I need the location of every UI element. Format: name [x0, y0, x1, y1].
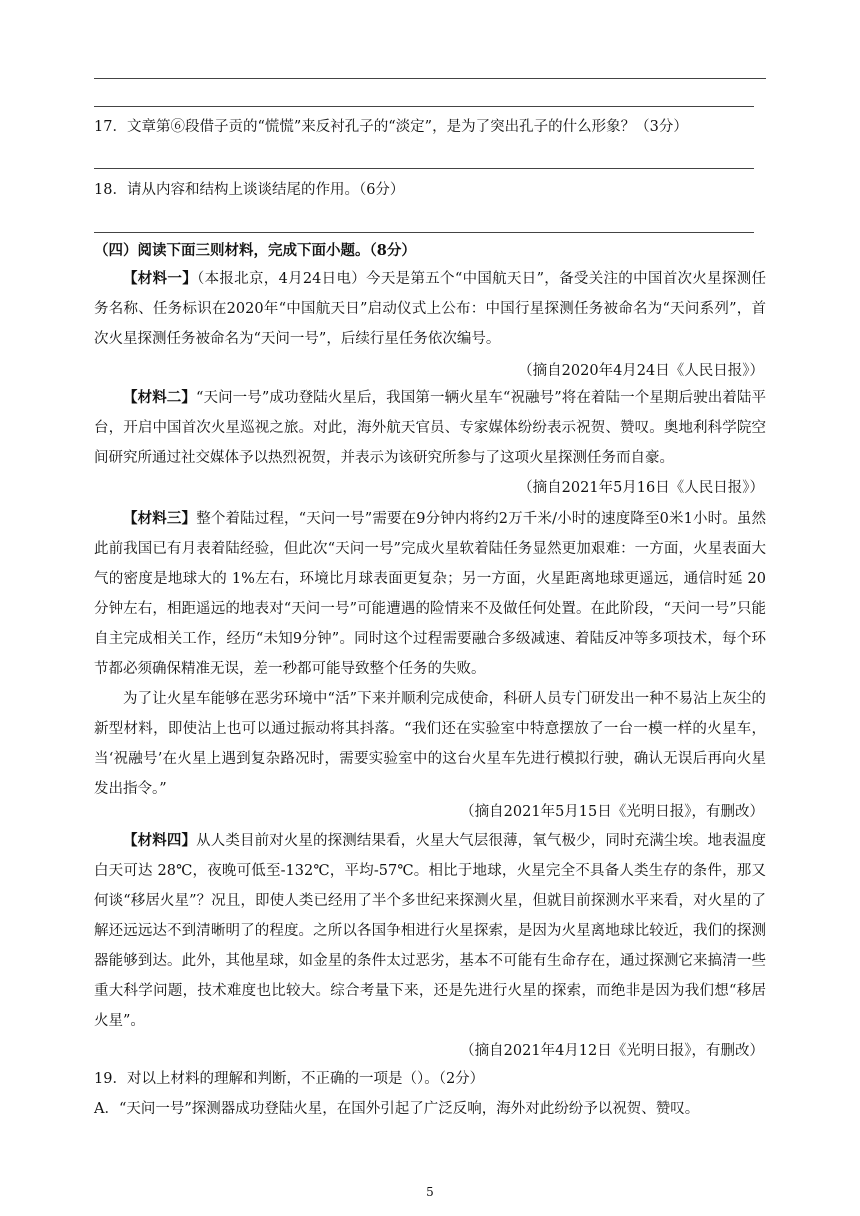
material-2-source: （摘自2021年5月16日《人民日报》）	[518, 480, 764, 496]
material-1-label: 【材料一】	[123, 270, 198, 287]
material-4-source: （摘自2021年4月12日《光明日报》，有删改）	[460, 1043, 764, 1059]
material-2-text: “天问一号”成功登陆火星后，我国第一辆火星车“祝融号”将在着陆一个星期后驶出着陆平台，开启中国首次火星巡视之旅。对此，海外航天官员、专家媒体纷纷表示祝贺、赞叹。奥地利科学院空间研究所通过社交媒体予以热烈祝贺，并表示为该研究所参与了这项火星探测任务而自豪。	[94, 390, 766, 466]
question-19-option-a: A．“天问一号”探测器成功登陆火星，在国外引起了广泛反响，海外对此纷纷予以祝贺、赞叹。	[94, 1101, 700, 1117]
page-number: 5	[426, 1185, 434, 1199]
material-1-source: （摘自2020年4月24日《人民日报》）	[518, 363, 764, 379]
material-3-text-2: 为了让火星车能够在恶劣环境中“活”下来并顺利完成使命，科研人员专门研发出一种不易沾上灰尘的新型材料，即使沾上也可以通过振动将其抖落。“我们还在实验室中特意摆放了一台一模一样的火星车，当‘祝融号’在火星上遇到复杂路况时，需要实验室中的这台火星车先进行模拟行驶，确认无误后再向火星发出指令。”	[94, 691, 766, 797]
answer-line	[94, 168, 754, 169]
material-3	[94, 504, 766, 804]
question-17: 17．文章第⑥段借子贡的“慌慌”来反衬孔子的“淡定”，是为了突出孔子的什么形象？（3分）	[94, 119, 688, 135]
answer-line	[94, 106, 754, 107]
material-1-text: （本报北京，4月24日电）今天是第五个“中国航天日”，备受关注的中国首次火星探测任务名称、任务标识在2020年“中国航天日”启动仪式上公布：中国行星探测任务被命名为“天问系列”，首次火星探测任务被命名为“天问一号”，后续行星任务依次编号。	[94, 271, 767, 347]
material-1	[94, 264, 766, 354]
material-3-label: 【材料三】	[123, 510, 197, 527]
material-4-text: 从人类目前对火星的探测结果看，火星大气层很薄，氧气极少，同时充满尘埃。地表温度白天可达 28℃，夜晚可低至-132℃，平均-57℃。相比于地球，火星完全不具备人类生存的条件，那又何谈“移居火星”？况且，即使人类已经用了半个多世纪来探测火星，但就目前探测水平来看，对火星的了解还远远达不到清晰明了的程度。之所以各国争相进行火星探索，是因为火星离地球比较近，我们的探测器能够到达。此外，其他星球，如金星的条件太过恶劣，基本不可能有生命存在，通过探测它来搞清一些重大科学问题，技术难度也比较大。综合考量下来，还是先进行火星的探索，而绝非是因为我们想“移居火星”。	[94, 833, 767, 1029]
question-19: 19．对以上材料的理解和判断，不正确的一项是（）。（2分）	[94, 1071, 485, 1087]
material-4-label: 【材料四】	[123, 832, 197, 849]
question-18: 18．请从内容和结构上谈谈结尾的作用。（6分）	[94, 182, 405, 198]
answer-line	[94, 78, 766, 79]
material-2	[94, 383, 766, 473]
material-2-label: 【材料二】	[123, 389, 196, 406]
material-3-source: （摘自2021年5月15日《光明日报》，有删改）	[460, 804, 764, 820]
section-heading: （四）阅读下面三则材料，完成下面小题。（8分）	[94, 242, 416, 259]
answer-line	[94, 232, 754, 233]
material-3-text: 整个着陆过程，“天问一号”需要在9分钟内将约2万千米/小时的速度降至0米1小时。虽然此前我国已有月表着陆经验，但此次“天问一号”完成火星软着陆任务显然更加艰难：一方面，火星表面大气的密度是地球大的 1%左右，环境比月球表面更复杂；另一方面，火星距离地球更遥远，通信时延 20 分钟左右，相距遥远的地表对“天问一号”可能遭遇的险情来不及做任何处置。在此阶段，“天问一号”只能自主完成相关工作，经历“未知9分钟”。同时这个过程需要融合多级减速、着陆反冲等多项技术，每个环节都必须确保精准无误，差一秒都可能导致整个任务的失败。	[94, 511, 767, 677]
material-4	[94, 826, 766, 1036]
